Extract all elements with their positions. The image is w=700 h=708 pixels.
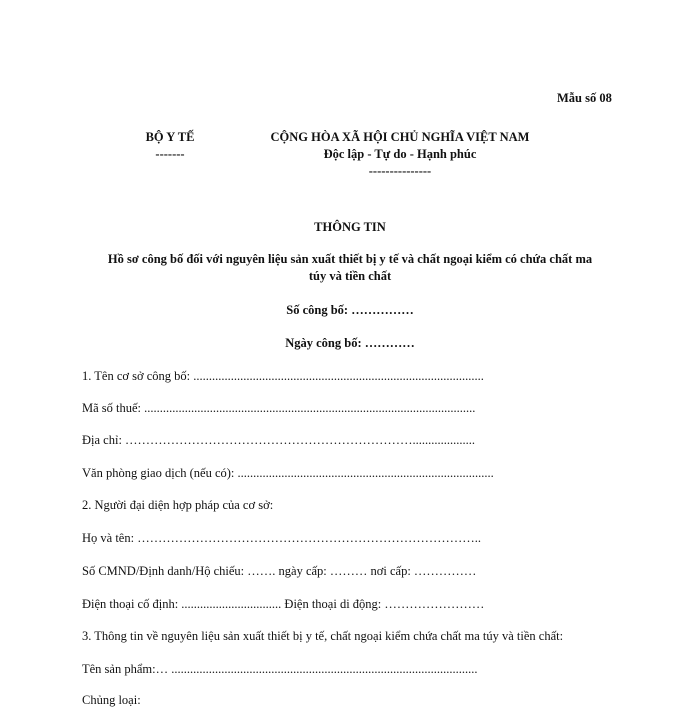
legal-rep-heading: 2. Người đại diện hợp pháp của cơ sở: (82, 498, 274, 512)
tax-code-field: Mã số thuế: .......................................................................................................... (82, 401, 476, 415)
national-motto: Độc lập - Tự do - Hạnh phúc (323, 147, 477, 161)
ministry-separator: ------- (155, 147, 185, 161)
document-subtitle-line2: túy và tiền chất (308, 269, 392, 283)
transaction-office-field: Văn phòng giao dịch (nếu có): .................................................................................. (82, 466, 494, 480)
ministry-name: BỘ Y TẾ (145, 130, 195, 144)
announcement-number: Số công bố: …………… (286, 303, 414, 317)
document-subtitle-line1: Hồ sơ công bố đối với nguyên liệu sản xuất thiết bị y tế và chất ngoại kiểm có chứa chất ma (107, 252, 593, 266)
document-title: THÔNG TIN (314, 220, 386, 234)
facility-name-field: 1. Tên cơ sở công bố: ............................................................................................. (82, 369, 484, 383)
address-field: Địa chỉ: …………………………………………………………….................... (82, 433, 476, 447)
motto-separator: --------------- (368, 164, 432, 178)
product-name-field: Tên sản phẩm:… .................................................................................................. (82, 662, 478, 676)
full-name-field: Họ và tên: ……………………………………………………………………….. (82, 531, 481, 545)
id-document-field: Số CMND/Định danh/Hộ chiếu: ……. ngày cấp: ……… nơi cấp: …………… (82, 564, 477, 578)
category-field: Chủng loại: (82, 693, 141, 707)
announcement-date: Ngày công bố: ………… (285, 336, 415, 350)
republic-name: CỘNG HÒA XÃ HỘI CHỦ NGHĨA VIỆT NAM (270, 130, 530, 144)
form-number: Mẫu số 08 (557, 91, 612, 105)
phone-fields: Điện thoại cố định: ................................ Điện thoại di động: …………………… (82, 597, 485, 611)
material-info-heading: 3. Thông tin về nguyên liệu sản xuất thiết bị y tế, chất ngoại kiểm chứa chất ma túy và tiền chất: (82, 629, 564, 643)
